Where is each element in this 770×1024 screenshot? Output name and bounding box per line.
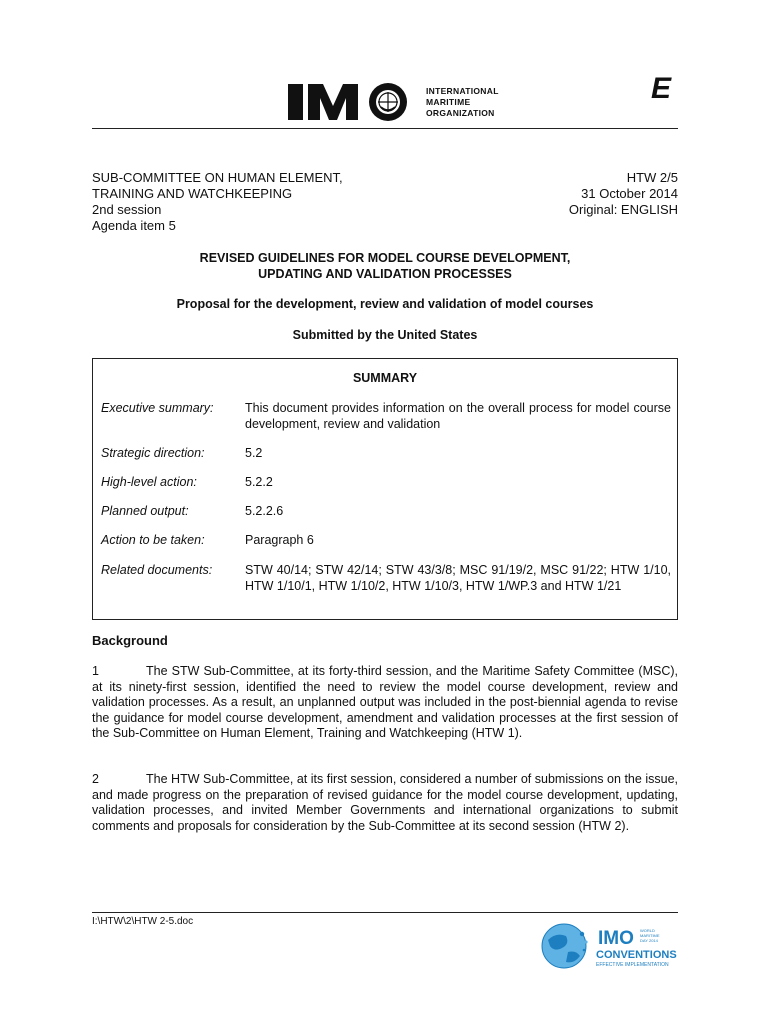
summary-label: Related documents: [101, 563, 213, 577]
conventions-tagline: EFFECTIVE IMPLEMENTATION [596, 962, 669, 968]
imo-emblem-icon [288, 82, 416, 122]
paragraph-text: The HTW Sub-Committee, at its first session, considered a number of submissions on the issue, and made progress on the preparation of revised guidance for the model course development, updating, validation processes, and invited Member Governments and international organizations to submit comments and proposals for consideration by the Sub-Committee at its second session (HTW 2). [92, 772, 678, 833]
summary-label: Planned output: [101, 504, 189, 518]
document-info [569, 170, 678, 218]
summary-value: 5.2 [245, 446, 263, 460]
conventions-small-2: MARITIME [640, 933, 660, 938]
document-title: REVISED GUIDELINES FOR MODEL COURSE DEVELOPMENT, UPDATING AND VALIDATION PROCESSES [199, 251, 571, 281]
committee-info [92, 170, 343, 234]
summary-label: High-level action: [101, 475, 197, 489]
header-divider [92, 128, 678, 129]
summary-value: 5.2.2 [245, 475, 273, 489]
summary-box [92, 358, 678, 620]
committee-name-line-2: TRAINING AND WATCHKEEPING [92, 186, 293, 201]
paragraph-1 [92, 664, 678, 742]
conventions-wordmark: IMO [598, 928, 634, 949]
background-heading: Background [92, 633, 168, 648]
document-language: Original: ENGLISH [568, 202, 678, 217]
document-subtitle: Proposal for the development, review and validation of model courses [176, 297, 594, 311]
summary-label: Action to be taken: [101, 533, 205, 547]
committee-name-line-1: SUB-COMMITTEE ON HUMAN ELEMENT, [92, 170, 343, 185]
conventions-small-1: WORLD [640, 928, 655, 933]
session: 2nd session [92, 202, 162, 217]
agenda-item: Agenda item 5 [92, 218, 176, 233]
file-path: I:\HTW\2\HTW 2-5.doc [92, 916, 194, 927]
imo-logo [288, 82, 499, 122]
summary-value: STW 40/14; STW 42/14; STW 43/3/8; MSC 91/19/2, MSC 91/22; HTW 1/10, HTW 1/10/1, HTW 1/10/2, HTW 1/10/3, HTW 1/WP.3 and HTW 1/21 [245, 563, 671, 593]
document-symbol: HTW 2/5 [626, 170, 678, 185]
summary-heading: SUMMARY [352, 371, 418, 385]
conventions-small-3: DAY 2014 [640, 938, 658, 943]
paragraph-text: The STW Sub-Committee, at its forty-third session, and the Maritime Safety Committee (MSC), at its ninety-first session, identified the need to review the model course development, review and validation processes. As a result, an unplanned output was included in the post-biennial agenda to revise the guidance for model course development, amendment and validation processes at the first session of the Sub-Committee on Human Element, Training and Watchkeeping (HTW 1). [92, 664, 678, 740]
paragraph-2 [92, 772, 678, 834]
summary-label: Executive summary: [101, 401, 214, 415]
document-date: 31 October 2014 [581, 186, 678, 201]
summary-value: This document provides information on the overall process for model course development, review and validation [245, 401, 671, 431]
summary-value: 5.2.2.6 [245, 504, 284, 518]
submitted-by: Submitted by the United States [292, 328, 478, 342]
imo-logo-text: INTERNATIONAL MARITIME ORGANIZATION [426, 85, 499, 118]
summary-label: Strategic direction: [101, 446, 205, 460]
footer-divider [92, 912, 678, 913]
globe-icon [540, 922, 680, 972]
paragraph-number: 2 [92, 772, 99, 786]
paragraph-number: 1 [92, 664, 99, 678]
summary-value: Paragraph 6 [245, 533, 314, 547]
conventions-title: CONVENTIONS [596, 949, 677, 961]
imo-conventions-logo [540, 922, 680, 977]
language-mark: E [651, 72, 672, 105]
